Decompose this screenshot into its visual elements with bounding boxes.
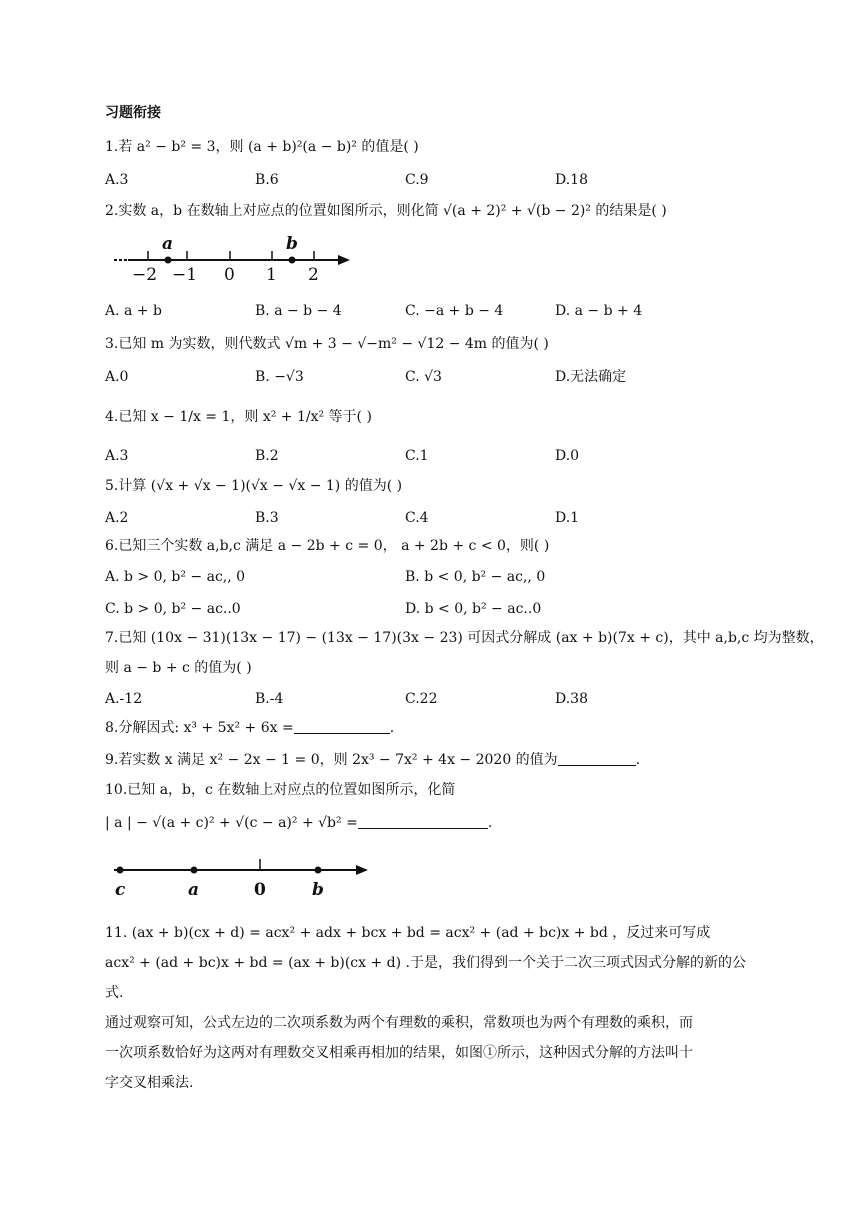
q10-period: . (487, 815, 493, 831)
q7-option-d: D.38 (555, 691, 588, 707)
tick-label-neg2: −2 (132, 265, 158, 285)
tick-label-1: 1 (266, 265, 277, 285)
q2-option-a: A. a + b (105, 303, 162, 319)
point-c-dot (117, 867, 124, 874)
number-line-arrow (338, 255, 350, 265)
question-11-paragraph (105, 918, 755, 1098)
question-8 (105, 718, 394, 738)
label-zero: 0 (254, 880, 266, 900)
q2-number-line-figure (112, 234, 362, 286)
question-10-stem: 10.已知 a，b，c 在数轴上对应点的位置如图所示，化简 (105, 782, 456, 798)
q7-option-a: A.-12 (105, 691, 143, 707)
q3-option-d: D.无法确定 (555, 369, 627, 385)
q5-option-d: D.1 (555, 510, 580, 526)
q6-option-a: A. b > 0, b² − ac,, 0 (105, 569, 246, 585)
label-b: b (312, 880, 324, 900)
section-title: 习题衔接 (105, 105, 161, 121)
q6-option-c: C. b > 0, b² − ac..0 (105, 601, 241, 617)
point-b-dot (289, 257, 296, 264)
q4-option-c: C.1 (405, 448, 429, 464)
point-a-dot-2 (191, 867, 198, 874)
q8-answer-blank[interactable] (294, 719, 390, 734)
question-10-expression (105, 813, 492, 833)
q3-option-b: B. −√3 (255, 369, 304, 385)
q11-line-3: 通过观察可知，公式左边的二次项系数为两个有理数的乘积，常数项也为两个有理数的乘积，而 (105, 1015, 693, 1031)
question-3-stem: 3.已知 m 为实数，则代数式 √m + 3 − √−m² − √12 − 4m 的值为( ) (105, 336, 549, 352)
q6-option-d: D. b < 0, b² − ac..0 (405, 601, 542, 617)
q11-line-1: 11. (ax + b)(cx + d) = acx² + adx + bcx + bd = acx² + (ad + bc)x + bd ，反过来可写成 (105, 925, 711, 941)
q1-option-d: D.18 (555, 172, 588, 188)
question-9-stem: 9.若实数 x 满足 x² − 2x − 1 = 0，则 2x³ − 7x² + 4x − 2020 的值为 (105, 752, 558, 768)
question-7-stem-continued: 则 a − b + c 的值为( ) (105, 660, 252, 676)
question-5-stem: 5.计算 (√x + √x − 1)(√x − √x − 1) 的值为( ) (105, 478, 403, 494)
q3-option-a: A.0 (105, 369, 129, 385)
q5-option-b: B.3 (255, 510, 279, 526)
q10-expression-text: | a | − √(a + c)² + √(c − a)² + √b² = (105, 815, 358, 831)
q5-option-a: A.2 (105, 510, 129, 526)
q10-answer-blank[interactable] (358, 814, 488, 829)
q11-line-2: acx² + (ad + bc)x + bd = (ax + b)(cx + d) .于是，我们得到一个关于二次三项式因式分解的新的公式. (105, 955, 746, 1001)
tick-label-neg1: −1 (172, 265, 198, 285)
point-a-label: a (162, 234, 174, 254)
question-1-stem: 1.若 a² − b² = 3，则 (a + b)²(a − b)² 的值是( ) (105, 139, 419, 155)
question-9 (105, 750, 640, 770)
question-2-stem: 2.实数 a，b 在数轴上对应点的位置如图所示，则化简 √(a + 2)² + √(b − 2)² 的结果是( ) (105, 203, 667, 219)
tick-label-2: 2 (308, 265, 319, 285)
q7-option-c: C.22 (405, 691, 438, 707)
label-a: a (188, 880, 200, 900)
q1-option-a: A.3 (105, 172, 129, 188)
q9-period: . (635, 752, 641, 768)
q8-period: . (389, 720, 395, 736)
q2-option-b: B. a − b − 4 (255, 303, 342, 319)
q2-option-c: C. −a + b − 4 (405, 303, 504, 319)
point-b-label: b (286, 234, 298, 254)
q2-option-d: D. a − b + 4 (555, 303, 643, 319)
label-c: c (115, 880, 126, 900)
number-line-arrow-2 (356, 865, 368, 875)
tick-label-0: 0 (224, 265, 235, 285)
q3-option-c: C. √3 (405, 369, 442, 385)
question-8-stem: 8.分解因式: x³ + 5x² + 6x = (105, 720, 294, 736)
q7-option-b: B.-4 (255, 691, 284, 707)
q11-line-4: 一次项系数恰好为这两对有理数交叉相乘再相加的结果，如图①所示，这种因式分解的方法叫十 (105, 1045, 693, 1061)
point-a-dot (165, 257, 172, 264)
q1-option-b: B.6 (255, 172, 279, 188)
point-b-dot-2 (315, 867, 322, 874)
q4-option-b: B.2 (255, 448, 279, 464)
question-6-stem: 6.已知三个实数 a,b,c 满足 a − 2b + c = 0， a + 2b + c < 0，则( ) (105, 538, 550, 554)
question-7-stem: 7.已知 (10x − 31)(13x − 17) − (13x − 17)(3x − 23) 可因式分解成 (ax + b)(7x + c)，其中 a,b,c 均为整数， (105, 630, 824, 646)
q6-option-b: B. b < 0, b² − ac,, 0 (405, 569, 546, 585)
q1-option-c: C.9 (405, 172, 429, 188)
q11-line-5: 字交叉相乘法. (105, 1075, 194, 1091)
q5-option-c: C.4 (405, 510, 429, 526)
q10-number-line-figure (110, 852, 375, 900)
q9-answer-blank[interactable] (558, 751, 636, 766)
q4-option-a: A.3 (105, 448, 129, 464)
q4-option-d: D.0 (555, 448, 580, 464)
question-4-stem: 4.已知 x − 1/x = 1，则 x² + 1/x² 等于( ) (105, 409, 372, 425)
